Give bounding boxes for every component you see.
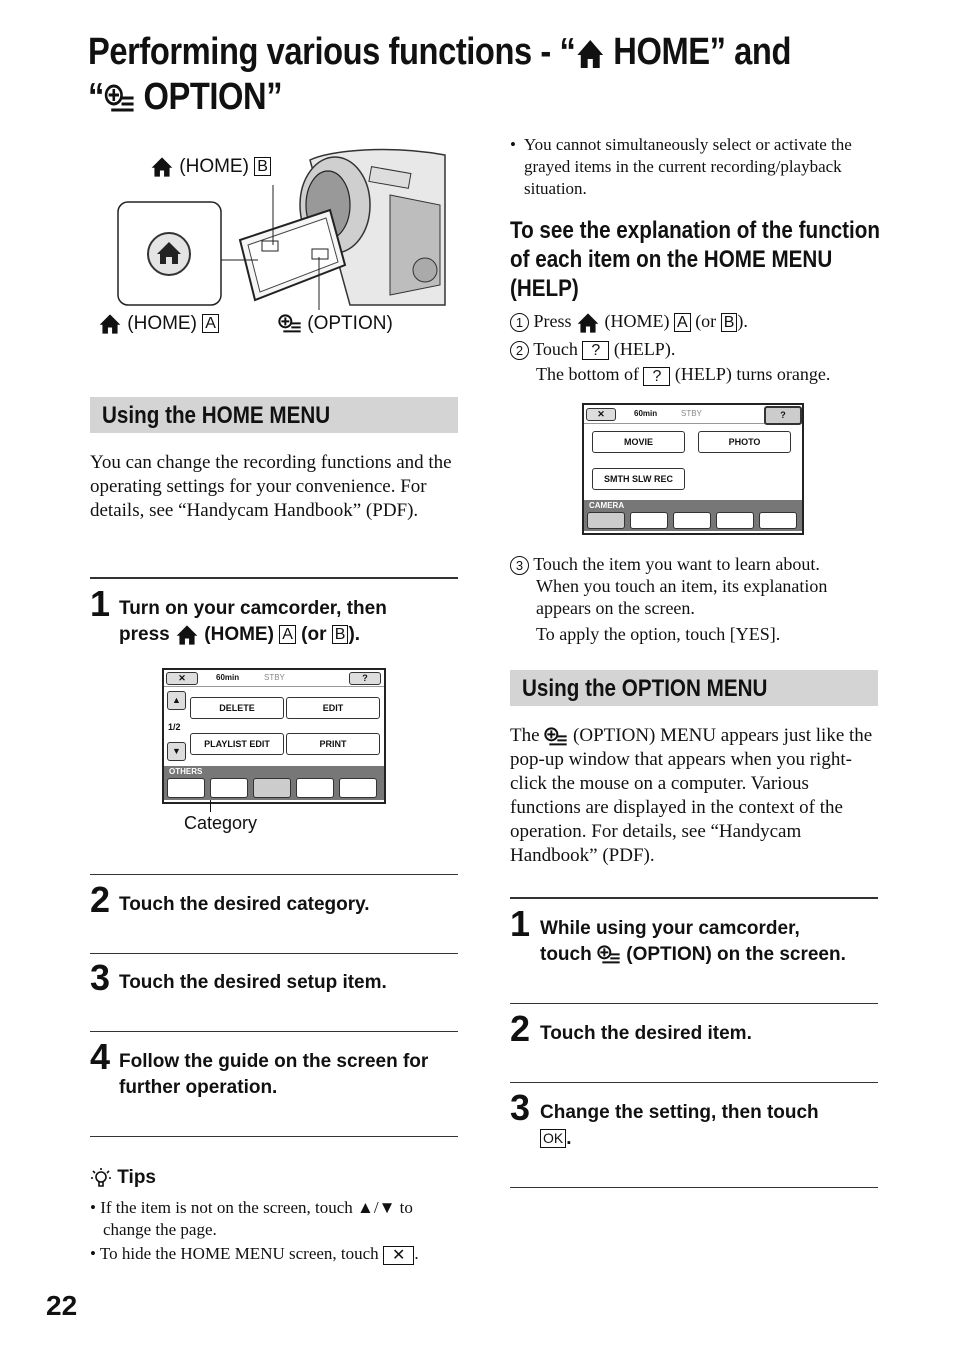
category-bar [584, 500, 802, 531]
help-icon: ? [643, 367, 670, 386]
delete-button[interactable]: DELETE [190, 697, 284, 719]
step-number: 1 [90, 583, 111, 624]
step1-text [119, 596, 459, 648]
step-number: 4 [90, 1036, 111, 1077]
option-icon [278, 314, 302, 334]
category-label: OTHERS [169, 767, 203, 776]
home-icon [150, 156, 174, 178]
title-part1: Performing various functions - “ [88, 31, 576, 73]
page-number: 22 [46, 1290, 78, 1321]
help-step-1: 1 Press (HOME) A (or B ). [510, 310, 890, 334]
step-number: 2 [510, 1008, 531, 1049]
edit-button[interactable]: EDIT [286, 697, 380, 719]
page-indicator: 1/2 [168, 722, 181, 732]
category-leader-line [210, 800, 211, 812]
standby-indicator: STBY [264, 673, 285, 682]
home-icon [98, 313, 122, 335]
step2-text: Touch the desired category. [119, 894, 370, 915]
photo-button[interactable]: PHOTO [698, 431, 791, 453]
letter-b-box: B [721, 313, 738, 332]
section-heading-option-menu: Using the OPTION MENU [510, 670, 878, 706]
divider [510, 1003, 878, 1004]
tip-1: • If the item is not on the screen, touch ▲/▼ to change the page. [90, 1198, 413, 1239]
divider [90, 1136, 458, 1137]
battery-indicator: 60min [216, 673, 240, 682]
step1-line1: Turn on your camcorder, then [119, 598, 387, 619]
step-number: 3 [510, 1087, 531, 1128]
tab-manage-media[interactable] [296, 778, 334, 798]
playlist-edit-button[interactable]: PLAYLIST EDIT [190, 733, 284, 755]
divider [510, 1187, 878, 1188]
tab-view-images[interactable] [630, 512, 668, 529]
divider [510, 1082, 878, 1083]
letter-a-box: A [279, 625, 296, 644]
home-a-callout [98, 312, 219, 336]
home-icon [175, 624, 199, 646]
tab-manage-media[interactable] [716, 512, 754, 529]
tab-settings[interactable] [759, 512, 797, 529]
section-heading-home-menu: Using the HOME MENU [90, 397, 458, 433]
home-a-label: (HOME) [127, 313, 197, 334]
option-icon [104, 84, 135, 114]
help-step-2: 2 Touch ? (HELP). The bottom of ? (HELP) turns orange. [510, 338, 890, 386]
divider [90, 874, 458, 875]
home-icon [576, 312, 600, 334]
battery-indicator: 60min [634, 409, 658, 418]
screen-top-bar [584, 405, 802, 424]
home-icon [575, 38, 604, 70]
step1-line2: press (HOME) A (or B ). [119, 624, 361, 645]
close-icon: ✕ [383, 1246, 414, 1265]
tips-heading: Tips [90, 1166, 156, 1190]
tab-others[interactable] [673, 512, 711, 529]
option-step2-text: Touch the desired item. [540, 1023, 752, 1044]
screen-top-bar [164, 670, 384, 687]
tab-camera[interactable] [167, 778, 205, 798]
home-b-label: (HOME) [179, 156, 249, 177]
lightbulb-icon [90, 1167, 112, 1189]
step3-text: Touch the desired setup item. [119, 972, 387, 993]
step-number: 2 [90, 879, 111, 920]
grayed-items-note: • You cannot simultaneously select or activate the grayed items in the current recording/playback situation. [510, 135, 852, 198]
tab-camera[interactable] [587, 512, 625, 529]
category-label: CAMERA [589, 501, 625, 510]
smooth-slow-rec-button[interactable]: SMTH SLW REC [592, 468, 685, 490]
tab-view-images[interactable] [210, 778, 248, 798]
title-part2: HOME” and [604, 31, 791, 73]
divider [90, 1031, 458, 1032]
help-icon: ? [582, 341, 609, 360]
close-button[interactable]: ✕ [166, 672, 198, 685]
letter-b-box: B [332, 625, 349, 644]
option-step1-text: While using your camcorder, touch (OPTION) on the screen. [540, 918, 846, 965]
option-step3-text: Change the setting, then touch OK . [540, 1102, 819, 1149]
tab-settings[interactable] [339, 778, 377, 798]
help-button[interactable]: ? [764, 406, 802, 425]
category-bar [164, 766, 384, 800]
letter-a-box: A [674, 313, 691, 332]
option-label: (OPTION) [307, 313, 393, 334]
divider [90, 577, 458, 579]
option-callout [278, 312, 393, 336]
close-button[interactable]: ✕ [586, 408, 616, 421]
page-title [88, 30, 793, 120]
help-step-3: 3 Touch the item you want to learn about. When you touch an item, its explanation appears on the screen. To apply the option, touch [YES]. [510, 553, 890, 645]
movie-button[interactable]: MOVIE [592, 431, 685, 453]
letter-b-box: B [254, 157, 271, 176]
standby-indicator: STBY [681, 409, 702, 418]
title-part4: OPTION” [134, 76, 283, 118]
option-icon [544, 727, 568, 747]
help-heading: To see the explanation of the function of each item on the HOME MENU (HELP) [510, 217, 881, 302]
help-button[interactable]: ? [349, 672, 381, 685]
letter-a-box: A [202, 314, 219, 333]
page-up-button[interactable]: ▲ [167, 691, 186, 710]
category-caption: Category [184, 813, 258, 833]
divider [90, 953, 458, 954]
option-icon [597, 945, 621, 965]
step4-text: Follow the guide on the screen for further operation. [119, 1051, 429, 1098]
tip-2: • To hide the HOME MENU screen, touch ✕ . [90, 1244, 419, 1264]
ok-button-label: OK [540, 1129, 566, 1148]
print-button[interactable]: PRINT [286, 733, 380, 755]
option-menu-intro: The (OPTION) MENU appears just like the pop-up window that appears when you right-click the mouse on a computer. Various functions are displayed in the context of the operation. For details, see “Handycam Handbook” (PDF). [510, 725, 873, 866]
divider [510, 897, 878, 899]
step-number: 1 [510, 903, 531, 944]
home-menu-screen [162, 668, 386, 804]
home-b-callout [150, 155, 271, 179]
home-menu-intro: You can change the recording functions and the operating settings for your convenience. For details, see “Handycam Handbook” (PDF). [90, 452, 452, 521]
page-down-button[interactable]: ▼ [167, 742, 186, 761]
title-part3: “ [88, 76, 104, 118]
tab-others[interactable] [253, 778, 291, 798]
step-number: 3 [90, 957, 111, 998]
help-screen [582, 403, 804, 535]
